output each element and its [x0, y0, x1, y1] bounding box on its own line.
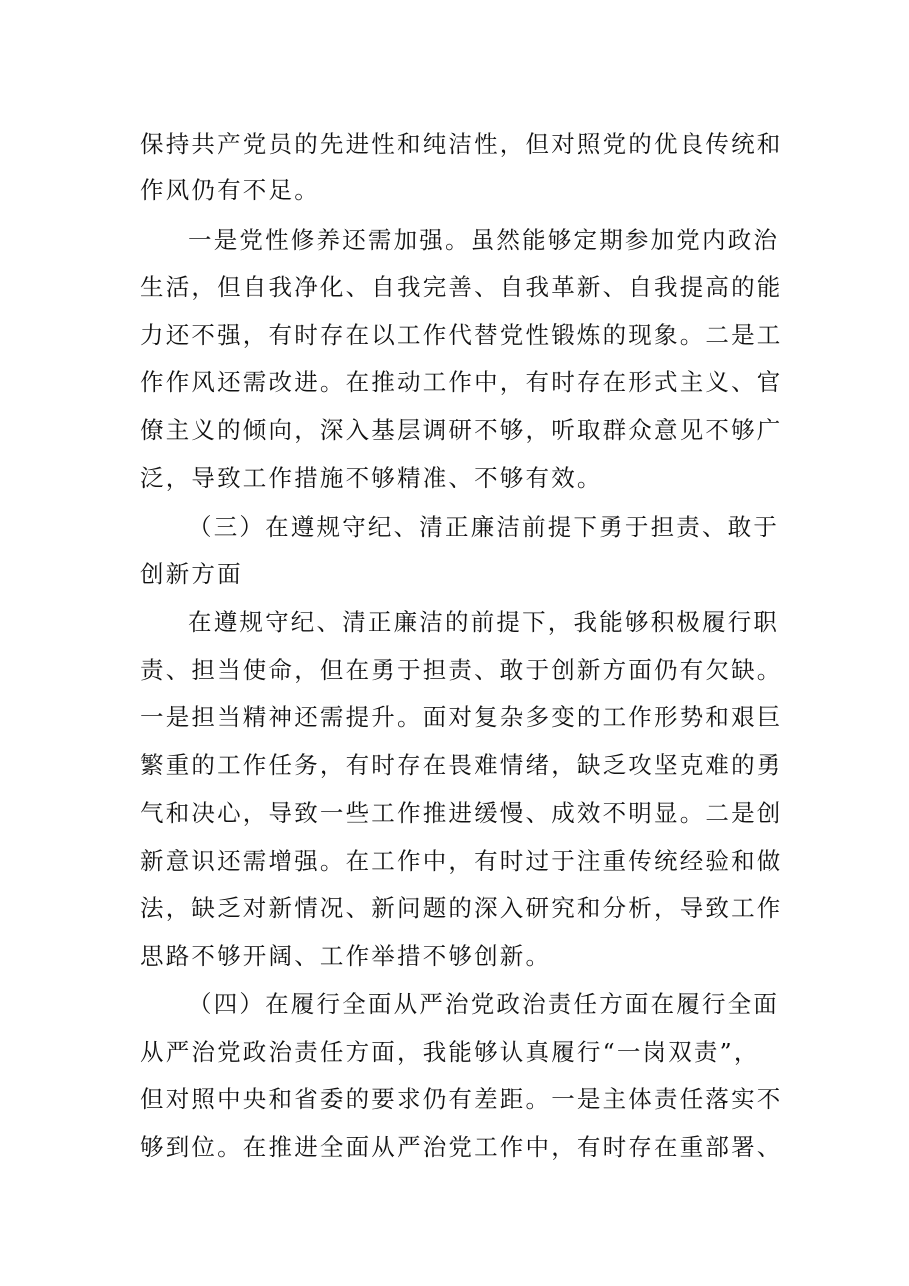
text-line: 新意识还需增强。在工作中，有时过于注重传统经验和做	[140, 847, 783, 875]
text-line: 生活，但自我净化、自我完善、自我革新、自我提高的能	[140, 273, 783, 301]
text-line: 气和决心，导致一些工作推进缓慢、成效不明显。二是创	[140, 799, 783, 827]
text-line: 够到位。在推进全面从严治党工作中，有时存在重部署、	[140, 1133, 783, 1161]
text-line: 一是担当精神还需提升。面对复杂多变的工作形势和艰巨	[140, 703, 783, 731]
text-line: 保持共产党员的先进性和纯洁性，但对照党的优良传统和	[140, 130, 783, 158]
text-line: 一是党性修养还需加强。虽然能够定期参加党内政治	[188, 226, 780, 254]
text-line: 责、担当使命，但在勇于担责、敢于创新方面仍有欠缺。	[140, 656, 783, 684]
text-line: 繁重的工作任务，有时存在畏难情绪，缺乏攻坚克难的勇	[140, 751, 783, 779]
text-line: 从严治党政治责任方面，我能够认真履行“一岗双责”，	[140, 1038, 760, 1066]
text-line: 思路不够开阔、工作举措不够创新。	[140, 942, 552, 970]
text-line: 僚主义的倾向，深入基层调研不够，听取群众意见不够广	[140, 416, 783, 444]
text-line: 泛，导致工作措施不够精准、不够有效。	[140, 464, 603, 492]
text-line: 作风仍有不足。	[140, 176, 320, 204]
section-heading: （三）在遵规守纪、清正廉洁前提下勇于担责、敢于	[188, 513, 780, 541]
text-line: 作作风还需改进。在推动工作中，有时存在形式主义、官	[140, 368, 783, 396]
section-heading: 创新方面	[140, 560, 243, 588]
text-line: 法，缺乏对新情况、新问题的深入研究和分析，导致工作	[140, 894, 783, 922]
text-line: 在遵规守纪、清正廉洁的前提下，我能够积极履行职	[188, 608, 780, 636]
section-heading: （四）在履行全面从严治党政治责任方面在履行全面	[188, 990, 780, 1018]
text-line: 力还不强，有时存在以工作代替党性锻炼的现象。二是工	[140, 321, 783, 349]
text-line: 但对照中央和省委的要求仍有差距。一是主体责任落实不	[140, 1085, 783, 1113]
